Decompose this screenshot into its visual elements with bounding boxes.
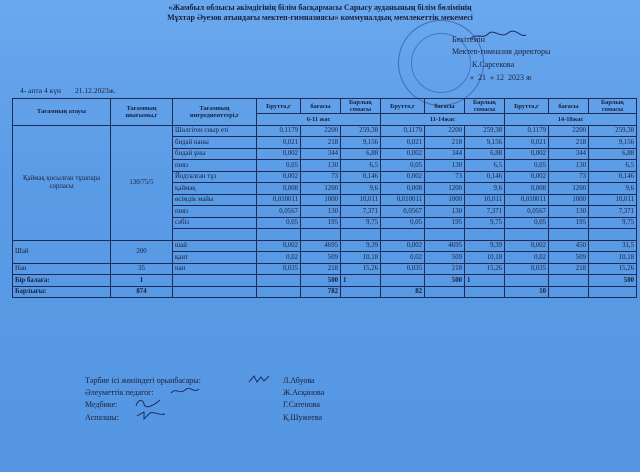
total-label: Бір балаға: (13, 275, 111, 287)
cell-value: 2200 (425, 125, 465, 137)
signature-icon (170, 386, 200, 396)
cell-value: 130 (549, 206, 589, 218)
cell-value: 1000 (425, 194, 465, 206)
cell-value: 344 (425, 148, 465, 160)
header-line-1: «Жамбыл облысы әкімдігінің білім басқармасы Сарысу ауданының білім бөлімінің (168, 3, 472, 12)
cell-value: 15,26 (341, 263, 381, 275)
cell-value: 73 (549, 171, 589, 183)
cell-value: 6,88 (465, 148, 505, 160)
table-row (13, 125, 637, 137)
cell-value: 0,002 (505, 240, 549, 252)
cell-value: 9,156 (465, 137, 505, 149)
cell-value: 130 (301, 206, 341, 218)
cell-value: 9,6 (589, 183, 637, 195)
cell-value: 344 (301, 148, 341, 160)
cell-value: 0,0567 (381, 206, 425, 218)
signature-icon (136, 410, 166, 420)
cell-value: 0,1179 (257, 125, 301, 137)
cell-value: 0,008 (257, 183, 301, 195)
cell-value: 509 (425, 252, 465, 264)
dish-name: Нан (13, 263, 111, 275)
ingredient-name: Шөлгіген сиыр еті (173, 125, 257, 137)
dish-name: Шай (13, 240, 111, 263)
ingredient-name: нан (173, 263, 257, 275)
cell-value: 6,5 (341, 160, 381, 172)
table-row (13, 240, 637, 252)
footer-nurse: Медбике: Г.Сатенова (85, 400, 320, 409)
grand-total-label: Барлығы: (13, 286, 111, 298)
cell-value: 9,75 (341, 217, 381, 229)
cell-value (589, 229, 637, 241)
approve-label: Бекітемін (452, 35, 485, 44)
cell-value: 0,05 (505, 217, 549, 229)
cell-value: 0,008 (381, 183, 425, 195)
footer-cook: Аспазшы: Қ.Шужеева (85, 413, 323, 422)
cell-value: 6,5 (465, 160, 505, 172)
ingredient-name (173, 229, 257, 241)
cell-value (301, 229, 341, 241)
cell-value (381, 229, 425, 241)
cell-value: 130 (549, 160, 589, 172)
cell-value (425, 229, 465, 241)
cell-value: 218 (301, 263, 341, 275)
dish-yield: 200 (111, 240, 173, 263)
cell-value: 195 (549, 217, 589, 229)
menu-week-day: 4- апта 4 күн 21.12.2023ж. (20, 86, 116, 95)
cell-value: 218 (549, 263, 589, 275)
cell-value: 7,371 (589, 206, 637, 218)
cell-value: 2200 (301, 125, 341, 137)
cell-value: 0,146 (589, 171, 637, 183)
cell-value: 10,011 (341, 194, 381, 206)
dish-yield: 130/75/5 (111, 125, 173, 240)
cell-value: 509 (301, 252, 341, 264)
director-signature-icon (468, 30, 528, 42)
cell-value: 259,38 (465, 125, 505, 137)
ingredient-name: пияз (173, 160, 257, 172)
cell-value (505, 229, 549, 241)
cell-value: 0,035 (381, 263, 425, 275)
cell-value: 4695 (301, 240, 341, 252)
cell-value: 9,75 (465, 217, 505, 229)
cell-value: 9,6 (341, 183, 381, 195)
cell-value: 1200 (425, 183, 465, 195)
grand-total-row: Барлығы: 874 782 82 10 (13, 286, 637, 298)
cell-value: 0,035 (257, 263, 301, 275)
cell-value: 218 (425, 137, 465, 149)
cell-value: 0,021 (257, 137, 301, 149)
cell-value: 2200 (549, 125, 589, 137)
cell-value: 7,371 (465, 206, 505, 218)
cell-value: 0,021 (381, 137, 425, 149)
cell-value: 218 (425, 263, 465, 275)
cell-value: 0,002 (381, 148, 425, 160)
cell-value: 0,02 (257, 252, 301, 264)
cell-value: 0,0567 (505, 206, 549, 218)
cell-value: 0,0567 (257, 206, 301, 218)
ingredient-name: қаймақ (173, 183, 257, 195)
cell-value: 0,02 (505, 252, 549, 264)
cell-value: 10,011 (465, 194, 505, 206)
cell-value: 10,18 (589, 252, 637, 264)
cell-value: 0,002 (505, 148, 549, 160)
cell-value (257, 229, 301, 241)
cell-value: 6,88 (589, 148, 637, 160)
ingredient-name: Йодталған тұз (173, 171, 257, 183)
cell-value: 0,02 (381, 252, 425, 264)
cell-value: 10,011 (589, 194, 637, 206)
cell-value: 0,035 (505, 263, 549, 275)
cell-value: 9,6 (465, 183, 505, 195)
cell-value: 0,1179 (381, 125, 425, 137)
cell-value: 0,05 (381, 160, 425, 172)
cell-value: 9,75 (589, 217, 637, 229)
cell-value: 6,88 (341, 148, 381, 160)
cell-value: 1200 (301, 183, 341, 195)
cell-value: 10,18 (465, 252, 505, 264)
cell-value: 9,39 (465, 240, 505, 252)
signature-icon (134, 398, 162, 408)
age-group-row: 6-11 жас 11-14жас 14-18жас (13, 114, 637, 126)
cell-value: 218 (301, 137, 341, 149)
dish-yield: 35 (111, 263, 173, 275)
cell-value: 0,010011 (505, 194, 549, 206)
cell-value: 1000 (549, 194, 589, 206)
cell-value (549, 229, 589, 241)
cell-value (341, 229, 381, 241)
cell-value: 31,5 (589, 240, 637, 252)
ingredient-name: бидай наны (173, 137, 257, 149)
table-header-row: Тағамның атауы Тағамның шығымы,г Тағамның ингредиенттері,г Брутто,г бағасы Барлық сомасы Брутто,г бағасы Барлық сомасы Брутто,г бағасы Барлық сомасы (13, 99, 637, 114)
cell-value: 1000 (301, 194, 341, 206)
cell-value: 0,002 (257, 148, 301, 160)
cell-value: 0,05 (257, 217, 301, 229)
cell-value: 73 (301, 171, 341, 183)
cell-value: 0,05 (381, 217, 425, 229)
ingredient-name: өсімдік майы (173, 194, 257, 206)
cell-value: 130 (425, 206, 465, 218)
cell-value: 15,26 (465, 263, 505, 275)
footer-deputy: Тәрбие ісі жөніндегі орынбасары: Л.Абуова (85, 376, 315, 385)
cell-value: 0,05 (257, 160, 301, 172)
director-name: К.Сарсекова (472, 60, 515, 69)
cell-value: 344 (549, 148, 589, 160)
cell-value: 1200 (549, 183, 589, 195)
cell-value: 130 (301, 160, 341, 172)
ingredient-name: пияз (173, 206, 257, 218)
cell-value: 9,39 (341, 240, 381, 252)
cell-value: 0,010011 (257, 194, 301, 206)
cell-value: 0,146 (465, 171, 505, 183)
cell-value: 0,002 (381, 171, 425, 183)
cell-value: 0,002 (257, 171, 301, 183)
cell-value: 9,156 (341, 137, 381, 149)
cell-value: 195 (425, 217, 465, 229)
table-row (13, 263, 637, 275)
ingredient-name: шай (173, 240, 257, 252)
total-per-child-row: Бір балаға: 1 500 1 500 1 500 (13, 275, 637, 287)
cell-value: 4695 (425, 240, 465, 252)
cell-value: 259,38 (589, 125, 637, 137)
cell-value: 0,002 (257, 240, 301, 252)
cell-value: 0,002 (505, 171, 549, 183)
cell-value: 0,010011 (381, 194, 425, 206)
menu-table (12, 98, 637, 298)
cell-value: 195 (301, 217, 341, 229)
cell-value: 0,146 (341, 171, 381, 183)
cell-value: 10,18 (341, 252, 381, 264)
signature-icon (248, 374, 270, 384)
cell-value: 509 (549, 252, 589, 264)
cell-value: 73 (425, 171, 465, 183)
cell-value (465, 229, 505, 241)
footer-social-teacher: Әлеуметтік педагог: Ж.Асқанова (85, 388, 325, 397)
cell-value: 130 (425, 160, 465, 172)
cell-value: 450 (549, 240, 589, 252)
ingredient-name: бидай ұны (173, 148, 257, 160)
approval-date: « 21 » 12 2023 ж (470, 73, 532, 82)
cell-value: 15,26 (589, 263, 637, 275)
cell-value: 259,38 (341, 125, 381, 137)
ingredient-name: қант (173, 252, 257, 264)
dish-name: Қаймақ қосылған тұшпара сорпасы (13, 125, 111, 240)
cell-value: 6,5 (589, 160, 637, 172)
cell-value: 0,05 (505, 160, 549, 172)
cell-value: 0,021 (505, 137, 549, 149)
cell-value: 0,002 (381, 240, 425, 252)
cell-value: 0,008 (505, 183, 549, 195)
cell-value: 7,371 (341, 206, 381, 218)
header-line-2: Мұхтар Әуезов атындағы мектеп-гимназиясы» коммуналдық мемлекеттік мекемесі (167, 13, 473, 22)
cell-value: 9,156 (589, 137, 637, 149)
cell-value: 218 (549, 137, 589, 149)
director-title: Мектеп-гимназия директоры (452, 47, 551, 56)
ingredient-name: сәбіз (173, 217, 257, 229)
cell-value: 0,1179 (505, 125, 549, 137)
